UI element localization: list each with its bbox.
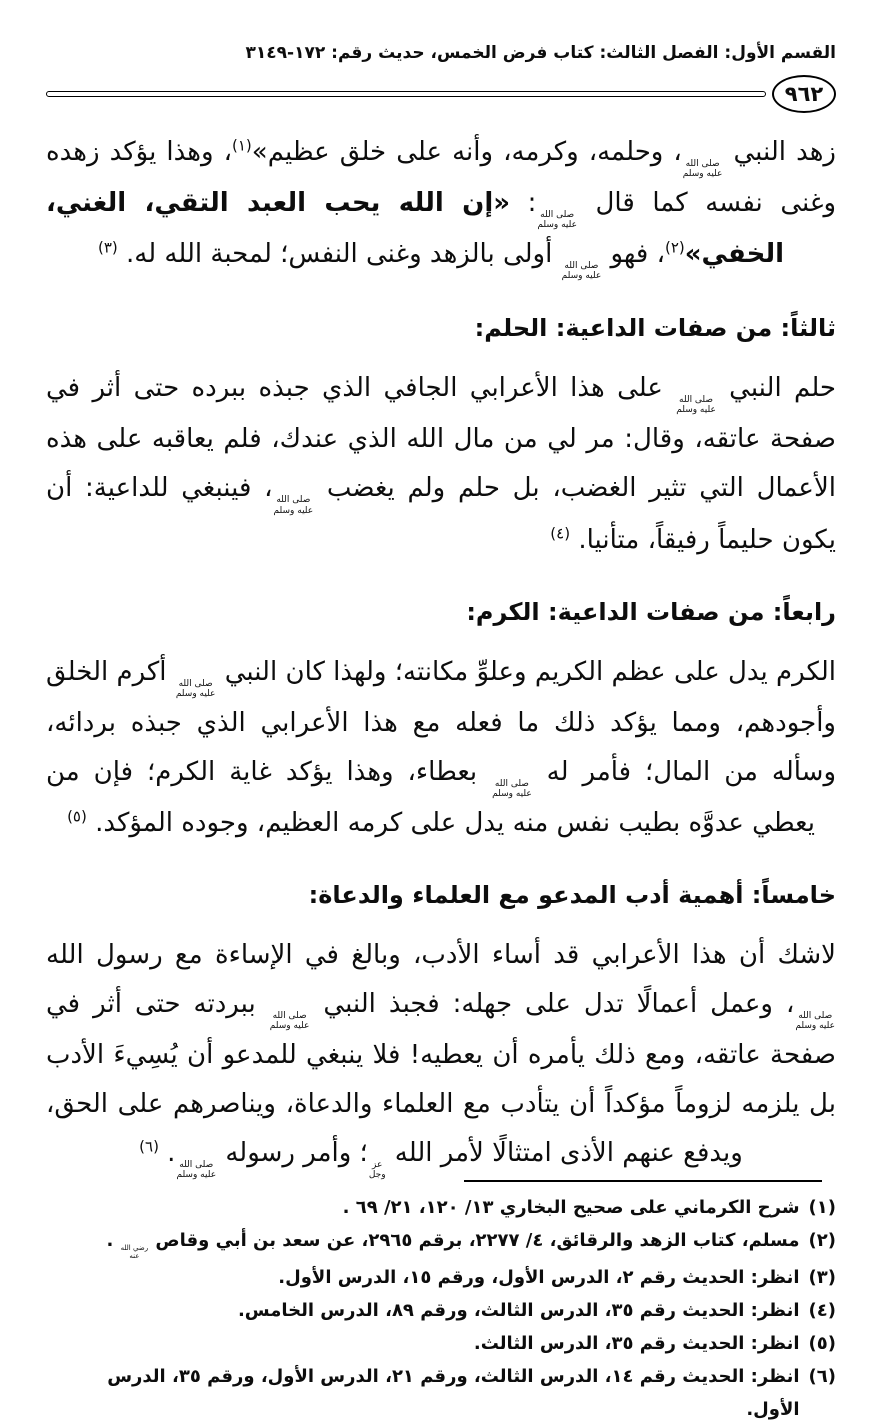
page-number-badge bbox=[772, 75, 836, 113]
footnote-ref: (٤) bbox=[550, 523, 571, 542]
paragraph: لاشك أن هذا الأعرابي قد أساء الأدب، وبالغ في الإساءة مع رسول الله صلى الله عليه وسلم ، وعمل أعمالًا تدل على جهله: فجبذ النبي صلى الله عليه وسلم ببردته حتى أثر في صفحة عاتقه، ومع ذلك يأمره أن يعطيه! فلا ينبغي للمدعو أن يُسِيءَ الأدب بل يلزمه لزوماً مؤكداً أن يتأدب مع العلماء والدعاة، ويناصرهم على الحق، ويدفع عنهم الأذى امتثالًا لأمر الله عز وجل ؛ وأمر رسوله صلى الله عليه وسلم . $^{(٦)}$ bbox=[46, 939, 836, 1181]
footnote-text: انظر: الحديث رقم ٣٥، الدرس الثالث. bbox=[473, 1332, 800, 1354]
footnote-ref: (٦) bbox=[139, 1137, 159, 1156]
footnote-text: مسلم، كتاب الزهد والرقائق، ٤/ ٢٢٧٧، برقم ٢٩٦٥، عن سعد بن أبي وقاص رضي الله عنه . bbox=[106, 1230, 800, 1261]
footnote bbox=[46, 1224, 836, 1261]
paragraph: زهد النبي صلى الله عليه وسلم ، وحلمه، وكرمه، وأنه على خلق عظيم»$^{(١)}$، وهذا يؤكد زهده وغنى نفسه كما قال صلى الله عليه وسلم : «إن الله يحب العبد التقي، الغني، الخفي»$^{(٢)}$، فهو صلى الله عليه وسلم أولى بالزهد وغنى النفس؛ لمحبة الله له. $^{(٣)}$ bbox=[46, 136, 836, 282]
footnote-ref: (٢) bbox=[664, 238, 685, 257]
footnote bbox=[46, 1261, 836, 1294]
footnote bbox=[46, 1191, 836, 1224]
footnote bbox=[46, 1294, 836, 1327]
pbuh-symbol: صلى الله عليه وسلم bbox=[273, 495, 314, 516]
section-heading: خامساً: أهمية أدب المدعو مع العلماء والدعاة: bbox=[308, 880, 836, 909]
pbuh-symbol: صلى الله عليه وسلم bbox=[269, 1010, 310, 1031]
header-rule-row bbox=[46, 75, 836, 113]
body-text bbox=[46, 128, 836, 1180]
pbuh-symbol: صلى الله عليه وسلم bbox=[492, 778, 532, 799]
page-header bbox=[46, 42, 836, 113]
footnote-text: انظر: الحديث رقم ٣٥، الدرس الثالث، ورقم ٨٩، الدرس الخامس. bbox=[237, 1299, 800, 1321]
footnote-separator bbox=[464, 1180, 822, 1182]
paragraph: الكرم يدل على عظم الكريم وعلوِّ مكانته؛ ولهذا كان النبي صلى الله عليه وسلم أكرم الخلق وأجودهم، ومما يؤكد ذلك ما فعله مع هذا الأعرابي الذي جبذه بردائه، وسأله من المال؛ فأمر له صلى الله عليه وسلم بعطاء، وهذا يؤكد غاية الكرم؛ فإن من يعطي عدوَّه بطيب نفس منه يدل على كرمه العظيم، وجوده المؤكد. $^{(٥)}$ bbox=[46, 656, 837, 838]
pbuh-symbol: صلى الله عليه وسلم bbox=[682, 158, 723, 179]
pbuh-symbol: صلى الله عليه وسلم bbox=[537, 209, 577, 231]
footnote-ref: (٥) bbox=[67, 807, 87, 826]
pbuh-symbol: صلى الله عليه وسلم bbox=[175, 678, 216, 699]
raa-symbol: رضي الله عنه bbox=[120, 1244, 149, 1261]
footnote-number: (٥) bbox=[808, 1332, 836, 1354]
pbuh-symbol: صلى الله عليه وسلم bbox=[676, 395, 716, 416]
header-rule bbox=[46, 91, 766, 97]
pbuh-symbol: صلى الله عليه وسلم bbox=[176, 1160, 217, 1181]
footnotes-list bbox=[46, 1191, 836, 1426]
section-heading: ثالثاً: من صفات الداعية: الحلم: bbox=[474, 314, 836, 343]
footnote-text: انظر: الحديث رقم ٢، الدرس الأول، ورقم ١٥، الدرس الأول. bbox=[278, 1266, 800, 1288]
footnote-text: شرح الكرماني على صحيح البخاري ١٣/ ١٢٠، ٢١/ ٦٩ . bbox=[342, 1197, 800, 1219]
footnote-number: (١) bbox=[808, 1197, 836, 1219]
pbuh-symbol: صلى الله عليه وسلم bbox=[561, 261, 602, 282]
section-heading: رابعاً: من صفات الداعية: الكرم: bbox=[466, 597, 836, 626]
azza-symbol: عز وجل bbox=[368, 1160, 386, 1181]
paragraph: حلم النبي صلى الله عليه وسلم على هذا الأعرابي الجافي الذي جبذه ببرده حتى أثر في صفحة عاتقه، وقال: مر لي من مال الله الذي عندك، فلم يعاقبه على هذه الأعمال التي تثير الغضب، بل حلم ولم يغضب صلى الله عليه وسلم ، فينبغي للداعية: أن يكون حليماً رفيقاً، متأنيا. $^{(٤)}$ bbox=[46, 373, 836, 555]
page-number: ٩٦٢ bbox=[784, 81, 824, 106]
footnote-number: (٢) bbox=[808, 1230, 836, 1252]
bold-hadith-quote: «إن الله يحب العبد التقي، الغني، الخفي» bbox=[46, 187, 784, 270]
pbuh-symbol: صلى الله عليه وسلم bbox=[795, 1010, 835, 1031]
footnote bbox=[46, 1327, 836, 1360]
footnote-ref: (١) bbox=[232, 136, 252, 155]
chapter-title: القسم الأول: الفصل الثالث: كتاب فرض الخمس، حديث رقم: ١٧٢-٣١٤٩ bbox=[245, 43, 836, 63]
footnote-ref: (٣) bbox=[97, 238, 118, 257]
footnote-number: (٦) bbox=[808, 1365, 836, 1387]
footnote-text: انظر: الحديث رقم ١٤، الدرس الثالث، ورقم ٢١، الدرس الأول، ورقم ٣٥، الدرس الأول. bbox=[107, 1365, 800, 1420]
footnote bbox=[46, 1360, 836, 1426]
footnote-number: (٤) bbox=[808, 1299, 836, 1321]
footnotes-section bbox=[46, 1180, 836, 1426]
footnote-number: (٣) bbox=[808, 1266, 836, 1288]
